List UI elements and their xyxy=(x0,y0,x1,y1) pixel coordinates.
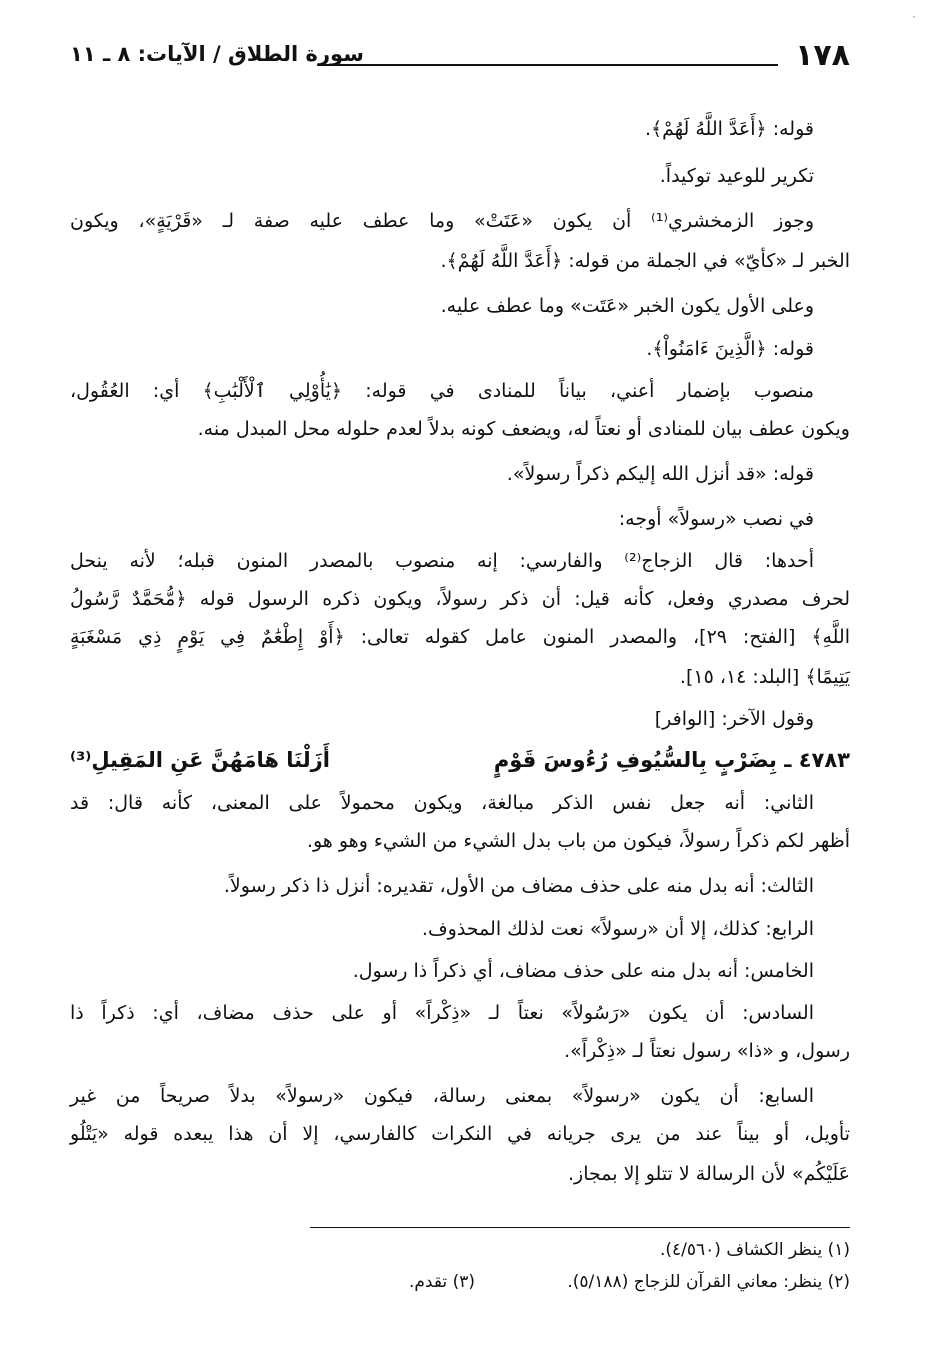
text-line: ويكون عطف بيان للمنادى أو نعتاً له، ويضعف كونه بدلاً لعدم حلوله محل المبدل منه. xyxy=(197,418,850,440)
text-line: وقول الآخر: [الوافر] xyxy=(654,708,814,730)
footnote-1: (١) ينظر الكشاف (٤/٥٦٠). xyxy=(659,1240,850,1260)
text-line: رسول، و «ذا» رسول نعتاً لـ «ذِكْراً». xyxy=(564,1040,850,1062)
text-line: الثالث: أنه بدل منه على حذف مضاف من الأول، تقديره: أنزل ذا ذكر رسولاً. xyxy=(223,875,814,897)
text-line: السادس: أن يكون «رَسُولاً» نعتاً لـ «ذِكْراً» أو على حذف مضاف، أي: ذكراً ذا xyxy=(70,1002,814,1024)
text-line: الرابع: كذلك، إلا أن «رسولاً» نعت لذلك المحذوف. xyxy=(421,918,814,940)
text-line: لحرف مصدري وفعل، كأنه قيل: أن ذكر رسولاً، ويكون ذكره الرسول قوله ﴿مُّحَمَّدٌ رَّسُولُ xyxy=(70,588,850,610)
text-line: تكرير للوعيد توكيداً. xyxy=(659,165,814,187)
text-line: الثاني: أنه جعل نفس الذكر مبالغة، ويكون محمولاً على المعنى، كأنه قال: قد xyxy=(70,792,814,814)
text-line: يَتِيمًا﴾ [البلد: ١٤، ١٥]. xyxy=(679,666,850,688)
text-line: عَلَيْكُم» لأن الرسالة لا تتلو إلا بمجاز. xyxy=(567,1163,850,1185)
footnote-separator xyxy=(310,1227,850,1228)
text-line: وجوز الزمخشري⁽¹⁾ أن يكون «عَتَتْ» وما عطف عليه صفة لـ «قَرْيَةٍ»، ويكون xyxy=(70,210,814,232)
text-line: قوله: «قد أنزل الله إليكم ذكراً رسولاً». xyxy=(506,463,814,485)
text-line: أحدها: قال الزجاج⁽²⁾ والفارسي: إنه منصوب بالمصدر المنون قبله؛ لأنه ينحل xyxy=(70,550,814,572)
running-title: سورة الطلاق / الآيات: ٨ ـ ١١ xyxy=(70,42,364,66)
text-line: أظهر لكم ذكراً رسولاً، فيكون من باب بدل الشيء من الشيء وهو هو. xyxy=(306,830,850,852)
footnote-3: (٣) تقدم. xyxy=(408,1272,475,1292)
text-line: اللَّهِ﴾ [الفتح: ٢٩]، والمصدر المنون عامل كقوله تعالى: ﴿أَوْ إِطْعَٰمٌ فِي يَوْمٍ ذِي مَسْغَبَةٍ xyxy=(70,626,850,648)
header-rule xyxy=(318,64,778,66)
text-line: الخامس: أنه بدل منه على حذف مضاف، أي ذكراً ذا رسول. xyxy=(352,960,814,982)
verse-first-hemistich: ٤٧٨٣ ـ بِضَرْبٍ بِالسُّيُوفِ رُءُوسَ قَوْمٍ xyxy=(493,748,850,772)
text-line: قوله: ﴿الَّذِينَ ءَامَنُواْ﴾. xyxy=(646,338,814,360)
text-line: وعلى الأول يكون الخبر «عَتَت» وما عطف عليه. xyxy=(440,295,814,317)
text-line: الخبر لـ «كأيّ» في الجملة من قوله: ﴿أَعَدَّ اللَّهُ لَهُمْ﴾. xyxy=(440,250,850,272)
text-line: السابع: أن يكون «رسولاً» بمعنى رسالة، فيكون «رسولاً» بدلاً صريحاً من غير xyxy=(70,1085,814,1107)
page-number: ١٧٨ xyxy=(795,38,850,73)
footnote-2: (٢) ينظر: معاني القرآن للزجاج (٥/١٨٨). xyxy=(567,1272,850,1292)
verse-second-hemistich: أَزَلْنَا هَامَهُنَّ عَنِ المَقِيلِ⁽³⁾ xyxy=(70,748,330,772)
page-header xyxy=(70,38,850,78)
text-line: قوله: ﴿أَعَدَّ اللَّهُ لَهُمْ﴾. xyxy=(644,118,814,140)
page-corner-mark: · xyxy=(912,10,916,24)
text-line: تأويل، أو بيناً عند من يرى جريانه في النكرات كالفارسي، إلا أن هذا يبعده قوله «يَتْلُو xyxy=(70,1123,850,1145)
text-line: في نصب «رسولاً» أوجه: xyxy=(618,508,814,530)
text-line: منصوب بإضمار أعني، بياناً للمنادى في قوله: ﴿يَٰأُوْلِي ٱلْأَلْبَٰبِ﴾ أي: العُقُول، xyxy=(70,380,814,402)
